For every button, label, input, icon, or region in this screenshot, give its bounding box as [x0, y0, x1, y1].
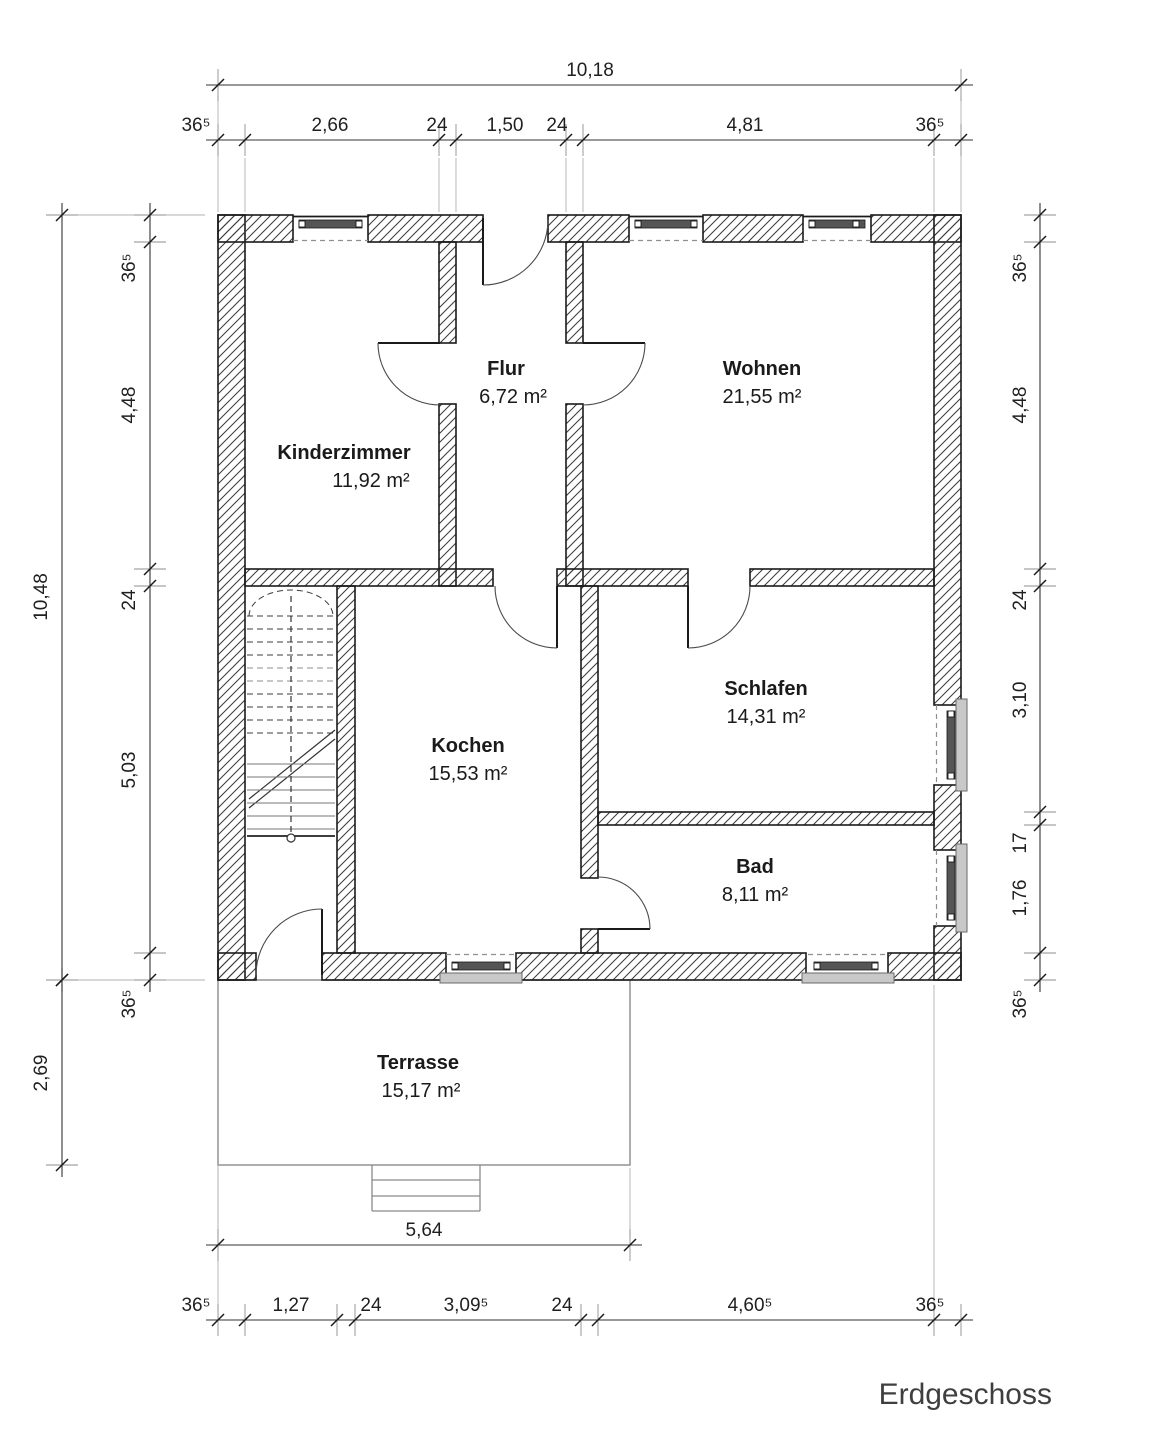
- wall-flur-wohnen-top: [566, 242, 583, 343]
- room-name-kochen: Kochen: [431, 735, 505, 757]
- wall-right-seg2: [934, 785, 961, 850]
- wall-middle-seg3: [750, 569, 934, 586]
- dim-label-leftchain-2: 24: [119, 589, 140, 611]
- room-area-schlafen: 14,31 m²: [726, 706, 806, 728]
- wall-bottom-seg3: [516, 953, 806, 980]
- page-title: Erdgeschoss: [878, 1378, 1052, 1411]
- wall-kochen-schlafen-top: [581, 586, 598, 878]
- stair-walk-start: [287, 834, 295, 842]
- room-name-bad: Bad: [736, 856, 774, 878]
- dim-label-top-6: 36⁵: [915, 115, 945, 136]
- dim-label-bottom-0: 36⁵: [181, 1295, 211, 1316]
- dim-label-top-1: 2,66: [311, 115, 349, 136]
- wall-left: [218, 215, 245, 980]
- dim-label-leftchain-1: 4,48: [119, 386, 140, 424]
- room-area-kochen: 15,53 m²: [428, 763, 508, 785]
- dim-label-top-4: 24: [546, 115, 568, 136]
- dim-label-bottom-1: 1,27: [272, 1295, 310, 1316]
- wall-bottom-seg4: [888, 953, 961, 980]
- wall-kinderzimmer-flur-top: [439, 242, 456, 343]
- dim-label-rightchain-3: 3,10: [1010, 681, 1031, 719]
- dim-label-left-total: 10,48: [31, 573, 52, 621]
- dim-label-top-0: 36⁵: [181, 115, 211, 136]
- wall-kinderzimmer-flur-bottom: [439, 404, 456, 586]
- wall-kochen-bad-stub: [581, 929, 598, 953]
- room-name-flur: Flur: [487, 358, 525, 380]
- wall-top-seg1: [218, 215, 293, 242]
- wall-middle-seg1: [245, 569, 493, 586]
- dim-label-rightchain-1: 4,48: [1010, 386, 1031, 424]
- dim-label-rightchain-0: 36⁵: [1010, 253, 1031, 283]
- dim-label-bottom-terrace: 5,64: [405, 1220, 443, 1241]
- wall-top-seg4: [703, 215, 803, 242]
- room-name-terrasse: Terrasse: [377, 1052, 459, 1074]
- wall-top-seg2: [368, 215, 483, 242]
- dim-label-bottom-5: 4,60⁵: [727, 1295, 773, 1316]
- dim-label-left-lower: 2,69: [31, 1054, 52, 1092]
- room-name-schlafen: Schlafen: [724, 678, 808, 700]
- room-area-kinderzimmer: 11,92 m²: [332, 470, 410, 492]
- room-area-flur: 6,72 m²: [479, 386, 547, 408]
- wall-middle-seg2: [557, 569, 688, 586]
- dim-label-bottom-2: 24: [360, 1295, 382, 1316]
- wall-schlafen-bad: [598, 812, 934, 825]
- dim-label-rightchain-6: 36⁵: [1010, 989, 1031, 1019]
- room-name-kinderzimmer: Kinderzimmer: [277, 442, 411, 464]
- dim-label-rightchain-4: 17: [1010, 832, 1031, 854]
- dim-label-bottom-3: 3,09⁵: [443, 1295, 489, 1316]
- dim-label-bottom-4: 24: [551, 1295, 573, 1316]
- dim-label-top-3: 1,50: [486, 115, 524, 136]
- dim-label-top-2: 24: [426, 115, 448, 136]
- dim-label-leftchain-0: 36⁵: [119, 253, 140, 283]
- wall-stairs-kochen: [337, 586, 355, 953]
- room-name-wohnen: Wohnen: [722, 358, 802, 380]
- wall-right-seg1: [934, 215, 961, 705]
- wall-flur-wohnen-bottom: [566, 404, 583, 586]
- dim-label-leftchain-4: 36⁵: [119, 989, 140, 1019]
- dim-label-rightchain-2: 24: [1010, 589, 1031, 611]
- wall-bottom-seg1: [218, 953, 256, 980]
- room-area-terrasse: 15,17 m²: [381, 1080, 461, 1102]
- dim-label-rightchain-5: 1,76: [1010, 879, 1031, 917]
- wall-bottom-seg2: [322, 953, 446, 980]
- dim-label-top-5: 4,81: [726, 115, 764, 136]
- room-area-wohnen: 21,55 m²: [722, 386, 802, 408]
- dim-label-top-total: 10,18: [566, 60, 614, 81]
- wall-top-seg3: [548, 215, 629, 242]
- dim-label-bottom-6: 36⁵: [915, 1295, 945, 1316]
- room-area-bad: 8,11 m²: [721, 884, 789, 906]
- dim-label-leftchain-3: 5,03: [119, 751, 140, 789]
